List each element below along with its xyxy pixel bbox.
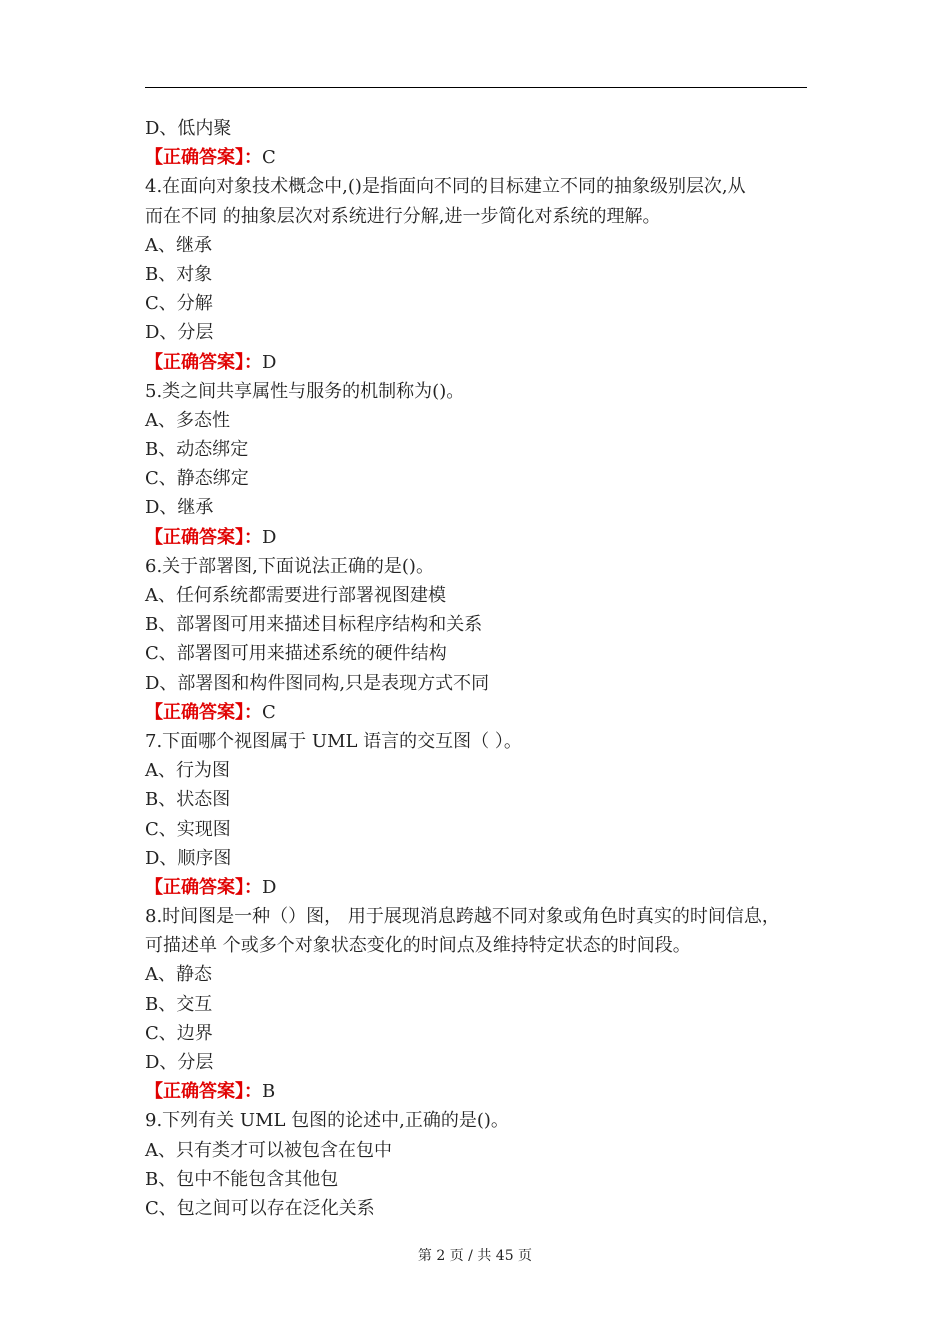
text-line: 8.时间图是一种（）图， 用于展现消息跨越不同对象或角色时真实的时间信息， xyxy=(145,906,780,928)
text-line: C、分解 xyxy=(145,293,213,315)
answer-label: 【正确答案】： xyxy=(145,526,262,548)
text-line: C、静态绑定 xyxy=(145,468,249,490)
text-line: A、静态 xyxy=(145,964,212,986)
text-line: 而在不同 的抽象层次对系统进行分解,进一步简化对系统的理解。 xyxy=(145,205,661,227)
answer-label: 【正确答案】： xyxy=(145,876,262,898)
answer-value: C xyxy=(262,147,276,169)
text-line: B、部署图可用来描述目标程序结构和关系 xyxy=(145,614,483,636)
answer-label: 【正确答案】： xyxy=(145,147,262,169)
text-line: 6.关于部署图,下面说法正确的是()。 xyxy=(145,555,434,577)
text-line: B、动态绑定 xyxy=(145,439,249,461)
answer-line xyxy=(145,143,820,172)
answer-line xyxy=(145,348,820,377)
text-line: B、状态图 xyxy=(145,789,231,811)
text-line: B、对象 xyxy=(145,263,213,285)
text-line: B、交互 xyxy=(145,993,213,1015)
answer-value: D xyxy=(262,526,277,548)
answer-line xyxy=(145,1077,820,1106)
answer-line xyxy=(145,873,820,902)
text-line: A、继承 xyxy=(145,234,212,256)
answer-label: 【正确答案】： xyxy=(145,701,262,723)
text-line: 9.下列有关 UML 包图的论述中,正确的是()。 xyxy=(145,1110,509,1132)
text-line: 4.在面向对象技术概念中,()是指面向不同的目标建立不同的抽象级别层次,从 xyxy=(145,176,746,198)
text-line: 7.下面哪个视图属于 UML 语言的交互图（ ）。 xyxy=(145,730,522,752)
text-line: A、任何系统都需要进行部署视图建模 xyxy=(145,585,446,606)
text-line: B、包中不能包含其他包 xyxy=(145,1168,339,1190)
page-footer: 第 2 页 / 共 45 页 xyxy=(417,1248,533,1264)
header-rule xyxy=(145,87,807,88)
text-line: D、部署图和构件图同构,只是表现方式不同 xyxy=(145,672,490,694)
page-content xyxy=(145,114,820,1223)
answer-value: C xyxy=(262,701,276,723)
answer-line xyxy=(145,698,820,727)
text-line: D、继承 xyxy=(145,497,214,519)
answer-label: 【正确答案】： xyxy=(145,351,262,373)
text-line: C、部署图可用来描述系统的硬件结构 xyxy=(145,643,447,665)
text-line: 5.类之间共享属性与服务的机制称为()。 xyxy=(145,380,465,402)
text-line: D、顺序图 xyxy=(145,847,232,869)
answer-value: D xyxy=(262,351,277,373)
answer-label: 【正确答案】： xyxy=(145,1081,262,1103)
answer-value: D xyxy=(262,876,277,898)
text-line: A、行为图 xyxy=(145,760,230,782)
text-line: C、实现图 xyxy=(145,818,231,840)
text-line: A、只有类才可以被包含在包中 xyxy=(145,1139,392,1161)
text-line: D、分层 xyxy=(145,1052,214,1073)
text-line: D、分层 xyxy=(145,322,214,344)
text-line: C、包之间可以存在泛化关系 xyxy=(145,1197,375,1219)
answer-value: B xyxy=(262,1081,276,1103)
text-line: A、多态性 xyxy=(145,409,230,431)
text-line: C、边界 xyxy=(145,1022,213,1044)
text-line: D、低内聚 xyxy=(145,118,232,139)
text-line: 可描述单 个或多个对象状态变化的时间点及维持特定状态的时间段。 xyxy=(145,935,691,957)
answer-line xyxy=(145,523,820,552)
